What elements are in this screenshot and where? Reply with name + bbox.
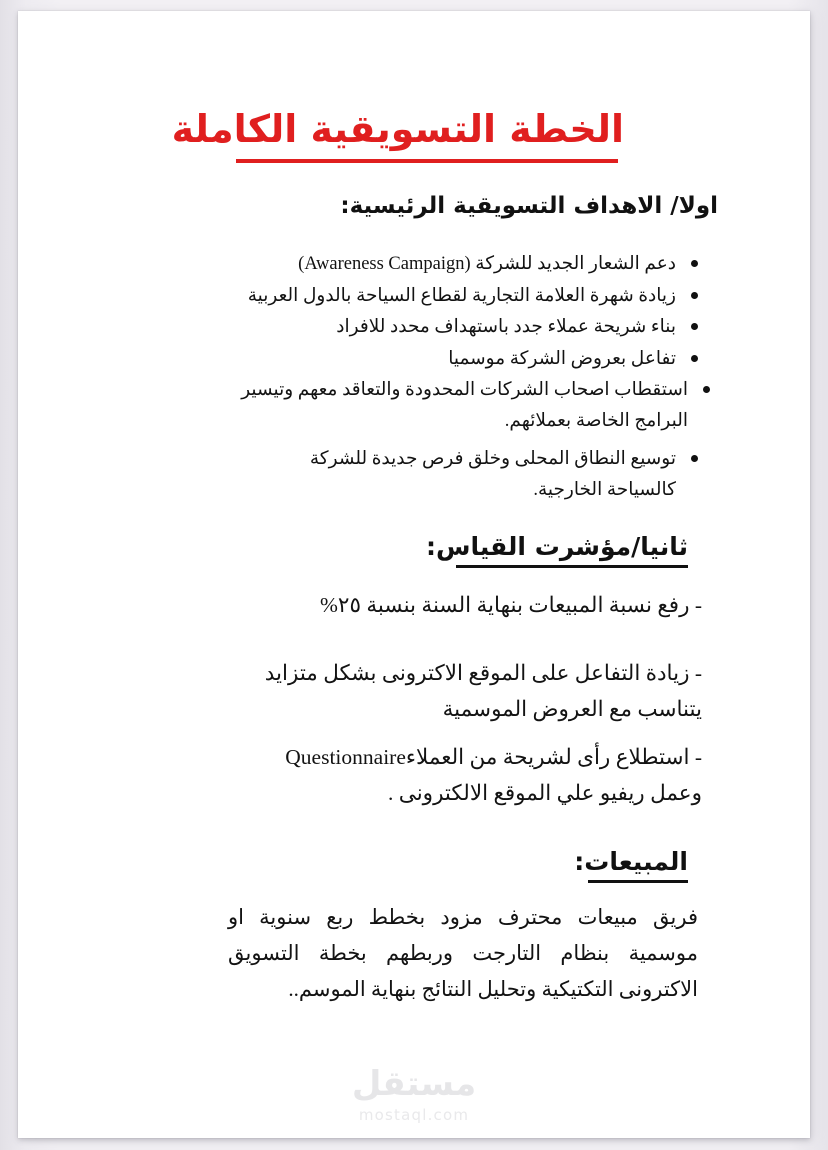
bullet-dot-icon: [691, 260, 698, 267]
list-item: [237, 312, 702, 343]
bullet-dot-icon: [703, 386, 710, 393]
list-item: [237, 281, 702, 312]
kpi-item-2: - زيادة التفاعل على الموقع الاكترونى بشكل متزايد يتناسب مع العروض الموسمية: [264, 661, 702, 721]
list-item-text: تفاعل بعروض الشركة موسميا: [448, 348, 676, 369]
section-heading-sales-underline: [588, 880, 688, 883]
kpi-item-1: - رفع نسبة المبيعات بنهاية السنة بنسبة ٢٥%: [319, 593, 702, 617]
document-page: [18, 11, 810, 1138]
list-item: [237, 444, 702, 505]
document-content: [18, 11, 810, 1138]
bullet-dot-icon: [691, 355, 698, 362]
watermark: [18, 1063, 810, 1125]
document-title-underline: [236, 159, 618, 163]
bullet-dot-icon: [691, 455, 698, 462]
bullet-dot-icon: [691, 292, 698, 299]
list-item-text: زيادة شهرة العلامة التجارية لقطاع السياحة بالدول العربية: [247, 285, 676, 306]
watermark-domain-text: mostaql.com: [358, 1106, 470, 1124]
document-title: الخطة التسويقية الكاملة: [171, 107, 624, 151]
list-item-text: بناء شريحة عملاء جدد باستهداف محدد للافراد: [336, 317, 676, 337]
list-item-text: توسيع النطاق المحلى وخلق فرص جديدة للشركة كالسياحة الخارجية.: [309, 449, 676, 500]
bullet-dot-icon: [691, 323, 698, 330]
kpi-item-3: - استطلاع رأى لشريحة من العملاءQuestionnaire وعمل ريفيو علي الموقع الالكترونى .: [285, 745, 702, 805]
section-heading-sales: المبيعات:: [574, 847, 688, 876]
sales-paragraph: فريق مبيعات محترف مزود بخطط ربع سنوية او موسمية بنظام التارجت وربطهم بخطة التسويق الاكترونى التكتيكية وتحليل النتائج بنهاية الموسم..: [228, 905, 698, 1001]
watermark-arabic-logo: مستقل: [351, 1064, 477, 1104]
list-item-text: استقطاب اصحاب الشركات المحدودة والتعاقد معهم وتيسير البرامج الخاصة بعملائهم.: [241, 380, 688, 431]
list-item: [237, 344, 702, 375]
list-item: [237, 249, 702, 280]
section-heading-kpis-underline: [456, 565, 688, 568]
list-item-text: دعم الشعار الجديد للشركة (Awareness Campaign): [298, 254, 676, 274]
section-heading-objectives: اولا/ الاهداف التسويقية الرئيسية:: [340, 193, 718, 219]
objectives-bullet-list: [237, 249, 702, 506]
section-heading-kpis: ثانيا/مؤشرت القياس:: [425, 532, 688, 561]
list-item: [188, 375, 714, 436]
